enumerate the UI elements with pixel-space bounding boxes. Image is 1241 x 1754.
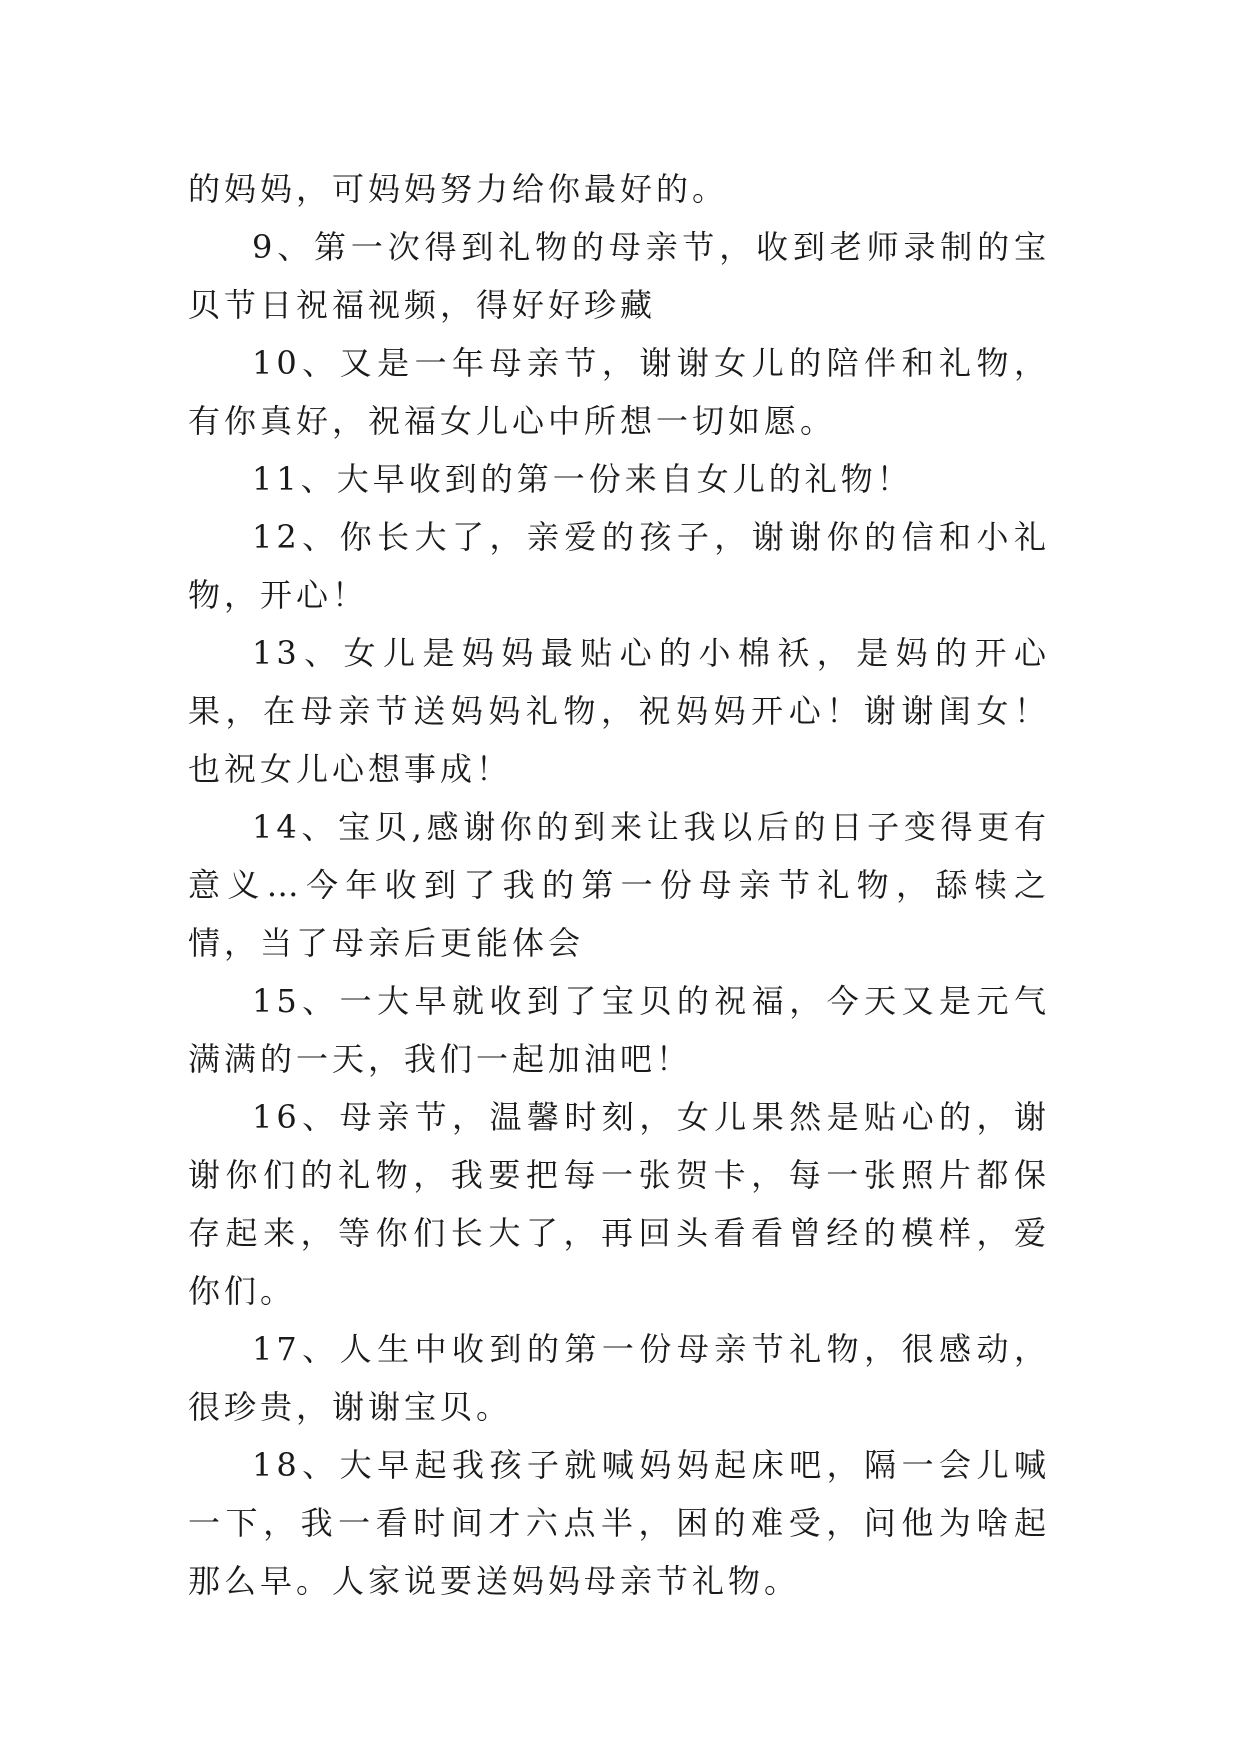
paragraph: 16、母亲节，温馨时刻，女儿果然是贴心的，谢谢你们的礼物，我要把每一张贺卡，每一张照片都保存起来，等你们长大了，再回头看看曾经的模样，爱你们。 [188,1098,1050,1310]
paragraph: 17、人生中收到的第一份母亲节礼物，很感动，很珍贵，谢谢宝贝。 [188,1330,1050,1426]
paragraph: 15、一大早就收到了宝贝的祝福，今天又是元气满满的一天，我们一起加油吧！ [188,982,1050,1078]
paragraph: 10、又是一年母亲节，谢谢女儿的陪伴和礼物，有你真好，祝福女儿心中所想一切如愿。 [188,344,1050,440]
paragraph: 的妈妈，可妈妈努力给你最好的。 [188,170,729,208]
paragraph: 13、女儿是妈妈最贴心的小棉袄，是妈的开心果，在母亲节送妈妈礼物，祝妈妈开心！谢谢闺女！也祝女儿心想事成！ [188,634,1050,788]
paragraph: 9、第一次得到礼物的母亲节，收到老师录制的宝贝节日祝福视频，得好好珍藏 [188,228,1050,324]
paragraph: 18、大早起我孩子就喊妈妈起床吧，隔一会儿喊一下，我一看时间才六点半，困的难受，问他为啥起那么早。人家说要送妈妈母亲节礼物。 [188,1446,1050,1600]
paragraph: 12、你长大了，亲爱的孩子，谢谢你的信和小礼物，开心！ [188,518,1050,614]
paragraph: 11、大早收到的第一份来自女儿的礼物！ [252,460,913,498]
paragraph: 14、宝贝,感谢你的到来让我以后的日子变得更有意义…今年收到了我的第一份母亲节礼物，舔犊之情，当了母亲后更能体会 [188,808,1050,962]
document-body [188,160,1050,1610]
